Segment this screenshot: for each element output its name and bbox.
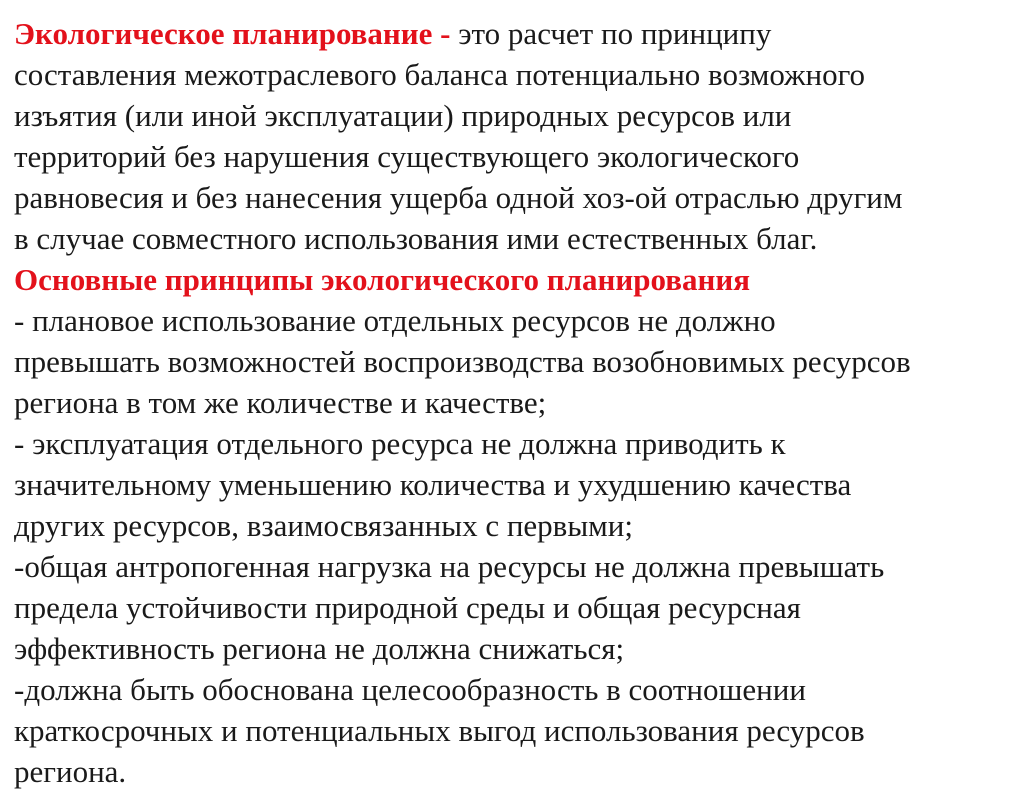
principle-line: краткосрочных и потенциальных выгод использования ресурсов — [14, 713, 865, 748]
principle-line: - эксплуатация отдельного ресурса не должна приводить к — [14, 426, 786, 461]
definition-line-1 — [14, 13, 1014, 54]
principle-line: значительному уменьшению количества и ухудшению качества — [14, 467, 852, 502]
principle-item — [14, 546, 1014, 669]
principle-line: - плановое использование отдельных ресурсов не должно — [14, 303, 776, 338]
principles-heading: Основные принципы экологического планирования — [14, 262, 750, 297]
definition-text: это расчет по принципу — [458, 16, 772, 51]
principle-line: предела устойчивости природной среды и общая ресурсная — [14, 590, 801, 625]
principle-item — [14, 423, 1014, 546]
slide-text-body — [14, 13, 1014, 792]
definition-line: в случае совместного использования ими естественных благ. — [14, 221, 818, 256]
principle-line: -должна быть обоснована целесообразность в соотношении — [14, 672, 806, 707]
definition-line: изъятия (или иной эксплуатации) природных ресурсов или — [14, 98, 792, 133]
definition-line: территорий без нарушения существующего экологического — [14, 139, 800, 174]
principle-line: эффективность региона не должна снижаться; — [14, 631, 625, 666]
principle-line: превышать возможностей воспроизводства возобновимых ресурсов — [14, 344, 911, 379]
principle-line: -общая антропогенная нагрузка на ресурсы не должна превышать — [14, 549, 885, 584]
principle-line: региона в том же количестве и качестве; — [14, 385, 547, 420]
definition-line: составления межотраслевого баланса потенциально возможного — [14, 57, 866, 92]
principle-line: других ресурсов, взаимосвязанных с первыми; — [14, 508, 633, 543]
principle-line: региона. — [14, 754, 127, 789]
principle-item — [14, 669, 1014, 792]
principle-item — [14, 300, 1014, 423]
definition-term: Экологическое планирование - — [14, 16, 451, 51]
definition-line: равновесия и без нанесения ущерба одной хоз-ой отраслью другим — [14, 180, 903, 215]
